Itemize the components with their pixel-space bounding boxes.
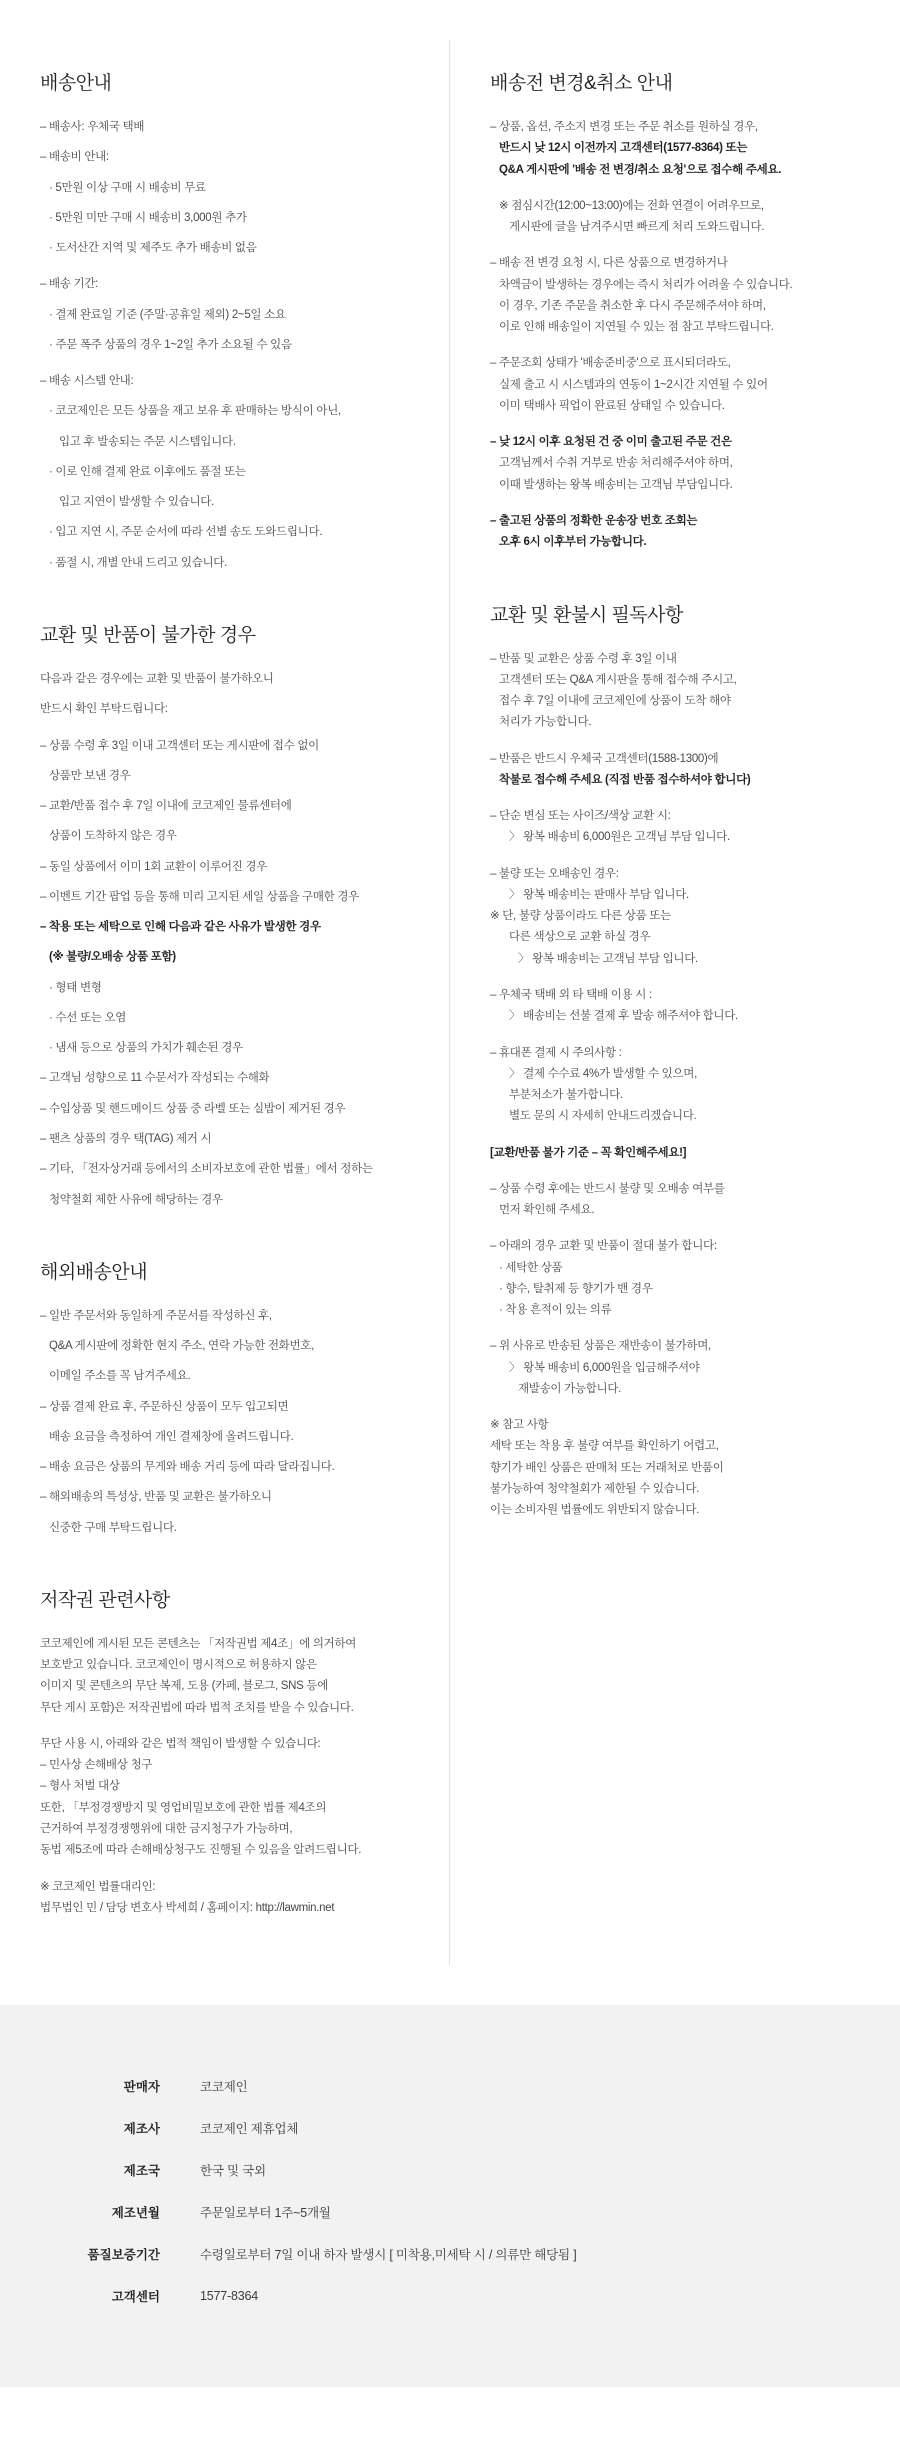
change-line: 이 경우, 기존 주문을 취소한 후 다시 주문해주셔야 하며, <box>499 299 766 312</box>
refund-line: 고객센터 또는 Q&A 게시판을 통해 접수해 주시고, <box>499 673 737 686</box>
overseas-section <box>40 1257 409 1539</box>
refund-line: – 우체국 택배 외 타 택배 이용 시 : <box>490 988 652 1001</box>
change-line: 차액금이 발생하는 경우에는 즉시 처리가 어려울 수 있습니다. <box>499 278 793 291</box>
refund-line: – 반품은 반드시 우체국 고객센터(1588-1300)에 <box>490 752 719 765</box>
no-exchange-line: – 상품 수령 후 3일 이내 고객센터 또는 게시판에 접수 없이 <box>40 739 319 752</box>
no-exchange-line: – 이벤트 기간 팝업 등을 통해 미리 고지된 세일 상품을 구매한 경우 <box>40 890 359 903</box>
table-row <box>40 2233 860 2275</box>
refund-note: 향기가 배인 상품은 판매처 또는 거래처로 반품이 <box>490 1461 724 1474</box>
no-exchange-line: · 냄새 등으로 상품의 가치가 훼손된 경우 <box>49 1042 243 1055</box>
change-line: – 주문조회 상태가 '배송준비중'으로 표시되더라도, <box>490 357 731 370</box>
no-exchange-title: 교환 및 반품이 불가한 경우 <box>40 624 256 646</box>
info-value: 한국 및 국외 <box>200 2164 266 2179</box>
shipping-line: · 주문 폭주 상품의 경우 1~2일 추가 소요될 수 있음 <box>49 338 292 351</box>
refund-line: 〉 왕복 배송비 6,000원을 입금해주셔야 <box>509 1361 700 1374</box>
overseas-line: – 일반 주문서와 동일하게 주문서를 작성하신 후, <box>40 1309 272 1322</box>
refund-line: · 착용 흔적이 있는 의류 <box>499 1304 612 1317</box>
shipping-line: · 입고 지연 시, 주문 순서에 따라 선별 송도 도와드립니다. <box>49 526 323 539</box>
refund-note: ※ 참고 사항 <box>490 1419 549 1432</box>
change-line: 이때 발생하는 왕복 배송비는 고객님 부담입니다. <box>499 478 733 491</box>
change-line: Q&A 게시판에 '배송 전 변경/취소 요청'으로 접수해 주세요. <box>499 163 782 176</box>
change-note: ※ 점심시간(12:00~13:00)에는 전화 연결이 어려우므로, <box>499 199 764 212</box>
shipping-line: – 배송 기간: <box>40 278 99 291</box>
refund-line: 〉 배송비는 선불 결제 후 발송 해주셔야 합니다. <box>509 1010 738 1023</box>
no-exchange-section <box>40 620 409 1211</box>
shipping-line: · 결제 완료일 기준 (주말·공휴일 제외) 2~5일 소요 <box>49 308 286 321</box>
change-line: – 낮 12시 이후 요청된 건 중 이미 출고된 주문 건은 <box>490 436 732 449</box>
shipping-line: · 품절 시, 개별 안내 드리고 있습니다. <box>49 556 228 569</box>
change-line: – 출고된 상품의 정확한 운송장 번호 조회는 <box>490 514 698 527</box>
no-exchange-line: – 동일 상품에서 이미 1회 교환이 이루어진 경우 <box>40 860 268 873</box>
copyright-line: 이미지 및 콘텐츠의 무단 복제, 도용 (카페, 블로그, SNS 등에 <box>40 1680 329 1693</box>
no-exchange-line: – 착용 또는 세탁으로 인해 다음과 같은 사유가 발생한 경우 <box>40 921 321 934</box>
info-value: 1577-8364 <box>200 2289 258 2304</box>
overseas-line: 신중한 구매 부탁드립니다. <box>49 1521 177 1534</box>
shipping-section <box>40 68 409 574</box>
refund-line: – 휴대폰 결제 시 주의사항 : <box>490 1046 622 1059</box>
refund-line: 부분처소가 불가합니다. <box>509 1089 623 1102</box>
no-exchange-line: · 수선 또는 오염 <box>49 1011 127 1024</box>
refund-line: – 아래의 경우 교환 및 반품이 절대 불가 합니다: <box>490 1240 717 1253</box>
refund-line: 별도 문의 시 자세히 안내드리겠습니다. <box>509 1110 697 1123</box>
table-row <box>40 2191 860 2233</box>
change-line: 이로 인해 배송일이 지연될 수 있는 점 참고 부탁드립니다. <box>499 321 774 334</box>
overseas-line: – 배송 요금은 상품의 무게와 배송 거리 등에 따라 달라집니다. <box>40 1461 335 1474</box>
info-value: 코코제인 <box>200 2080 248 2095</box>
info-value: 주문일로부터 1주~5개월 <box>200 2206 331 2221</box>
change-line: 오후 6시 이후부터 가능합니다. <box>499 536 647 549</box>
refund-line: 재발송이 가능합니다. <box>518 1382 622 1395</box>
info-key: 제조년월 <box>111 2206 160 2221</box>
right-column <box>450 40 900 1965</box>
copyright-section <box>40 1585 409 1919</box>
refund-line: – 반품 및 교환은 상품 수령 후 3일 이내 <box>490 652 677 665</box>
refund-line: · 향수, 탈취제 등 향기가 밴 경우 <box>499 1282 653 1295</box>
overseas-line: 이메일 주소를 꼭 남겨주세요. <box>49 1370 191 1383</box>
table-row <box>40 2149 860 2191</box>
change-line: 이미 택배사 픽업이 완료된 상태일 수 있습니다. <box>499 399 725 412</box>
copyright-line: 또한, 「부정경쟁방지 및 영업비밀보호에 관한 법률 제4조의 <box>40 1801 327 1814</box>
refund-line: – 위 사유로 반송된 상품은 재반송이 불가하며, <box>490 1340 711 1353</box>
exchange-refund-section <box>490 600 860 1522</box>
copyright-title: 저작권 관련사항 <box>40 1589 170 1611</box>
change-note: 게시판에 글을 남겨주시면 빠르게 처리 도와드립니다. <box>509 221 765 234</box>
no-exchange-line: – 팬츠 상품의 경우 택(TAG) 제거 시 <box>40 1132 212 1145</box>
refund-line: 다른 색상으로 교환 하실 경우 <box>509 931 651 944</box>
pre-ship-change-title: 배송전 변경&취소 안내 <box>490 73 673 94</box>
no-exchange-line: 상품이 도착하지 않은 경우 <box>49 830 177 843</box>
info-key: 판매자 <box>123 2080 160 2095</box>
copyright-line: 근거하여 부정경쟁행위에 대한 금지청구가 가능하며, <box>40 1823 293 1836</box>
copyright-line: 무단 게시 포함)은 저작권법에 따라 법적 조치를 받을 수 있습니다. <box>40 1701 354 1714</box>
refund-note: 불가능하여 청약철회가 제한될 수 있습니다. <box>490 1483 700 1496</box>
table-row <box>40 2107 860 2149</box>
left-column <box>0 40 450 1965</box>
table-row <box>40 2065 860 2107</box>
shipping-line: 입고 지연이 발생할 수 있습니다. <box>59 496 214 509</box>
shipping-line: · 이로 인해 결제 완료 이후에도 품절 또는 <box>49 465 246 478</box>
product-info-table <box>40 2065 860 2317</box>
refund-line: · 세탁한 상품 <box>499 1261 563 1274</box>
overseas-line: Q&A 게시판에 정확한 현지 주소, 연락 가능한 전화번호, <box>49 1340 314 1353</box>
copyright-line: – 민사상 손해배상 청구 <box>40 1759 153 1772</box>
no-exchange-line: – 고객님 성향으로 11 수문서가 작성되는 수해화 <box>40 1072 270 1085</box>
refund-line: 〉 결제 수수료 4%가 발생할 수 있으며, <box>509 1067 698 1080</box>
change-line: 반드시 낮 12시 이전까지 고객센터(1577-8364) 또는 <box>499 142 748 155</box>
table-row <box>40 2275 860 2317</box>
overseas-line: – 상품 결제 완료 후, 주문하신 상품이 모두 입고되면 <box>40 1400 289 1413</box>
shipping-line: · 코코제인은 모든 상품을 재고 보유 후 판매하는 방식이 아닌, <box>49 405 341 418</box>
refund-line: – 불량 또는 오배송인 경우: <box>490 867 619 880</box>
no-exchange-line: – 교환/반품 접수 후 7일 이내에 코코제인 물류센터에 <box>40 800 292 813</box>
shipping-line: – 배송사: 우체국 택배 <box>40 121 145 133</box>
change-line: – 상품, 옵션, 주소지 변경 또는 주문 취소를 원하실 경우, <box>490 121 758 133</box>
info-value: 코코제인 제휴업체 <box>200 2122 299 2137</box>
refund-line: 〉 왕복 배송비는 고객님 부담 입니다. <box>518 952 698 965</box>
shipping-line: – 배송비 안내: <box>40 151 109 164</box>
no-exchange-line: – 수입상품 및 핸드메이드 상품 중 라벨 또는 실밥이 제거된 경우 <box>40 1102 346 1115</box>
info-key: 품질보증기간 <box>87 2248 160 2263</box>
shipping-line: · 도서산간 지역 및 제주도 추가 배송비 없음 <box>49 242 257 255</box>
copyright-line: 보호받고 있습니다. 코코제인이 명시적으로 허용하지 않은 <box>40 1659 317 1672</box>
shipping-line: · 5만원 미만 구매 시 배송비 3,000원 추가 <box>49 211 247 224</box>
info-key: 제조국 <box>123 2164 160 2179</box>
overseas-line: – 해외배송의 특성상, 반품 및 교환은 불가하오니 <box>40 1491 272 1504</box>
info-key: 고객센터 <box>111 2290 160 2305</box>
legal-rep-line: 법무법인 민 / 담당 변호사 박세희 / 홈페이지: http://lawmin.net <box>40 1901 335 1914</box>
no-exchange-line: 상품만 보낸 경우 <box>49 769 131 782</box>
refund-line: 착불로 접수해 주세요 (직접 반품 접수하셔야 합니다) <box>499 773 751 786</box>
copyright-line: 무단 사용 시, 아래와 같은 법적 책임이 발생할 수 있습니다: <box>40 1737 321 1750</box>
shipping-title: 배송안내 <box>40 73 112 94</box>
copyright-line: 코코제인에 게시된 모든 콘텐츠는 「저작권법 제4조」에 의거하여 <box>40 1637 357 1650</box>
refund-line: 〉 왕복 배송비 6,000원은 고객님 부담 입니다. <box>509 831 730 844</box>
product-info-footer <box>0 2005 900 2387</box>
refund-line: ※ 단, 불량 상품이라도 다른 상품 또는 <box>490 910 671 923</box>
legal-rep-line: ※ 코코제인 법률대리인: <box>40 1880 156 1893</box>
no-exchange-line: – 기타, 「전자상거래 등에서의 소비자보호에 관한 법률」에서 정하는 <box>40 1163 373 1176</box>
refund-note: 세탁 또는 착용 후 불량 여부를 확인하기 어렵고, <box>490 1440 719 1453</box>
copyright-line: – 형사 처벌 대상 <box>40 1780 120 1793</box>
info-key: 제조사 <box>123 2122 160 2137</box>
no-exchange-intro: 다음과 같은 경우에는 교환 및 반품이 불가하오니 <box>40 672 274 685</box>
info-value: 수령일로부터 7일 이내 하자 발생시 [ 미착용,미세탁 시 / 의류만 해당됨 ] <box>200 2248 577 2263</box>
refund-note: 이는 소비자원 법률에도 위반되지 않습니다. <box>490 1504 700 1517</box>
no-exchange-intro: 반드시 확인 부탁드립니다: <box>40 703 168 716</box>
pre-ship-change-section <box>490 68 860 554</box>
shipping-line: · 5만원 이상 구매 시 배송비 무료 <box>49 181 206 194</box>
refund-line: 먼저 확인해 주세요. <box>499 1204 595 1217</box>
change-line: 고객님께서 수취 거부로 반송 처리해주셔야 하며, <box>499 457 733 470</box>
refund-line: – 상품 수령 후에는 반드시 불량 및 오배송 여부를 <box>490 1182 725 1195</box>
refund-line: 〉 왕복 배송비는 판매사 부담 입니다. <box>509 888 689 901</box>
no-exchange-line: · 형태 변형 <box>49 981 102 994</box>
change-line: 실제 출고 시 시스템과의 연동이 1~2시간 지연될 수 있어 <box>499 378 768 391</box>
refund-criteria-heading: [교환/반품 불가 기준 – 꼭 확인해주세요!] <box>490 1146 687 1159</box>
change-line: – 배송 전 변경 요청 시, 다른 상품으로 변경하거나 <box>490 257 728 270</box>
no-exchange-line: (※ 불량/오배송 상품 포함) <box>49 951 176 964</box>
policy-columns <box>0 40 900 1965</box>
shipping-line: 입고 후 발송되는 주문 시스템입니다. <box>59 435 236 448</box>
shipping-line: – 배송 시스템 안내: <box>40 375 134 388</box>
refund-line: – 단순 변심 또는 사이즈/색상 교환 시: <box>490 810 671 823</box>
refund-line: 처리가 가능합니다. <box>499 716 592 729</box>
overseas-line: 배송 요금을 측정하여 개인 결제창에 올려드립니다. <box>49 1430 294 1443</box>
copyright-line: 동법 제5조에 따라 손해배상청구도 진행될 수 있음을 알려드립니다. <box>40 1844 362 1857</box>
overseas-title: 해외배송안내 <box>40 1261 148 1283</box>
no-exchange-line: 청약철회 제한 사유에 해당하는 경우 <box>49 1193 223 1206</box>
refund-line: 접수 후 7일 이내에 코코제인에 상품이 도착 해야 <box>499 695 731 708</box>
exchange-refund-title: 교환 및 환불시 필독사항 <box>490 604 683 626</box>
